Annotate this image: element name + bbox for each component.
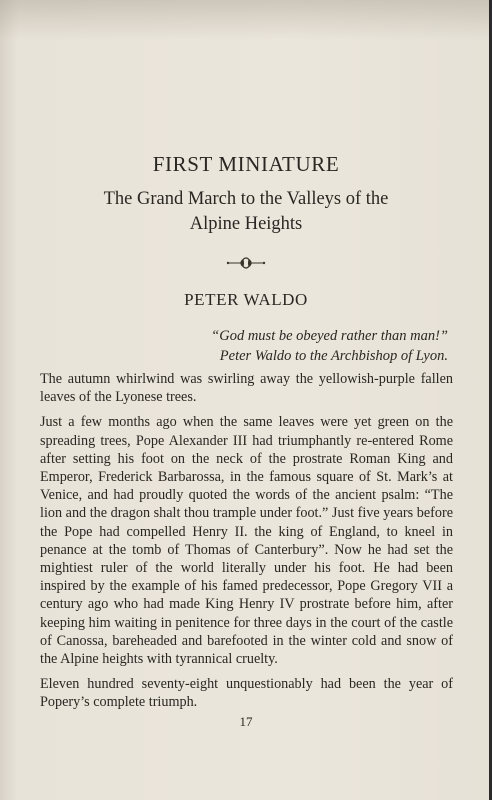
chapter-subtitle (40, 187, 452, 237)
epigraph-attribution: Peter Waldo to the Archbishop of Lyon. (219, 348, 448, 364)
paragraph: The autumn whirlwind was swirling away the yellowish-purple fallen leaves of the Lyonese trees. (40, 371, 453, 406)
chapter-title: FIRST MINIATURE (152, 152, 340, 176)
page-number: 17 (239, 714, 253, 729)
subtitle-line-2: Alpine Heights (189, 214, 303, 234)
epigraph-quote: “God must be obeyed rather than man!” (211, 328, 448, 344)
flourish-icon (226, 256, 266, 268)
section-title: PETER WALDO (184, 290, 308, 309)
epigraph (211, 326, 448, 366)
paragraph: Just a few months ago when the same leaves were yet green on the spreading trees, Pope Alexander III had triumphantly re-entered Rome after setting his foot on the neck of the prostrate Roman King and Emperor, Frederick Barbarossa, in the famous square of St. Mark’s at Venice, and had proudly quoted the words of the ancient psalm: “The lion and the dragon shalt thou trample under foot.” Just five years before the Pope had compelled Henry II. the king of England, to kneel in penance at the tomb of Thomas of Canterbury”. Now he had set the mightiest ruler of the world literally under his foot. He had been inspired by the example of his famed predecessor, Pope Gregory VII a century ago who had made King Henry IV prostrate before him, after keeping him waiting in penitence for three days in the court of the castle of Canossa, bareheaded and barefooted in the winter cold and snow of the Alpine heights with tyrannical cruelty. (40, 414, 453, 668)
body-text (40, 370, 453, 719)
subtitle-line-1: The Grand March to the Valleys of the (103, 189, 389, 209)
paragraph: Eleven hundred seventy-eight unquestionably had been the year of Popery’s complete triumph. (40, 676, 453, 711)
